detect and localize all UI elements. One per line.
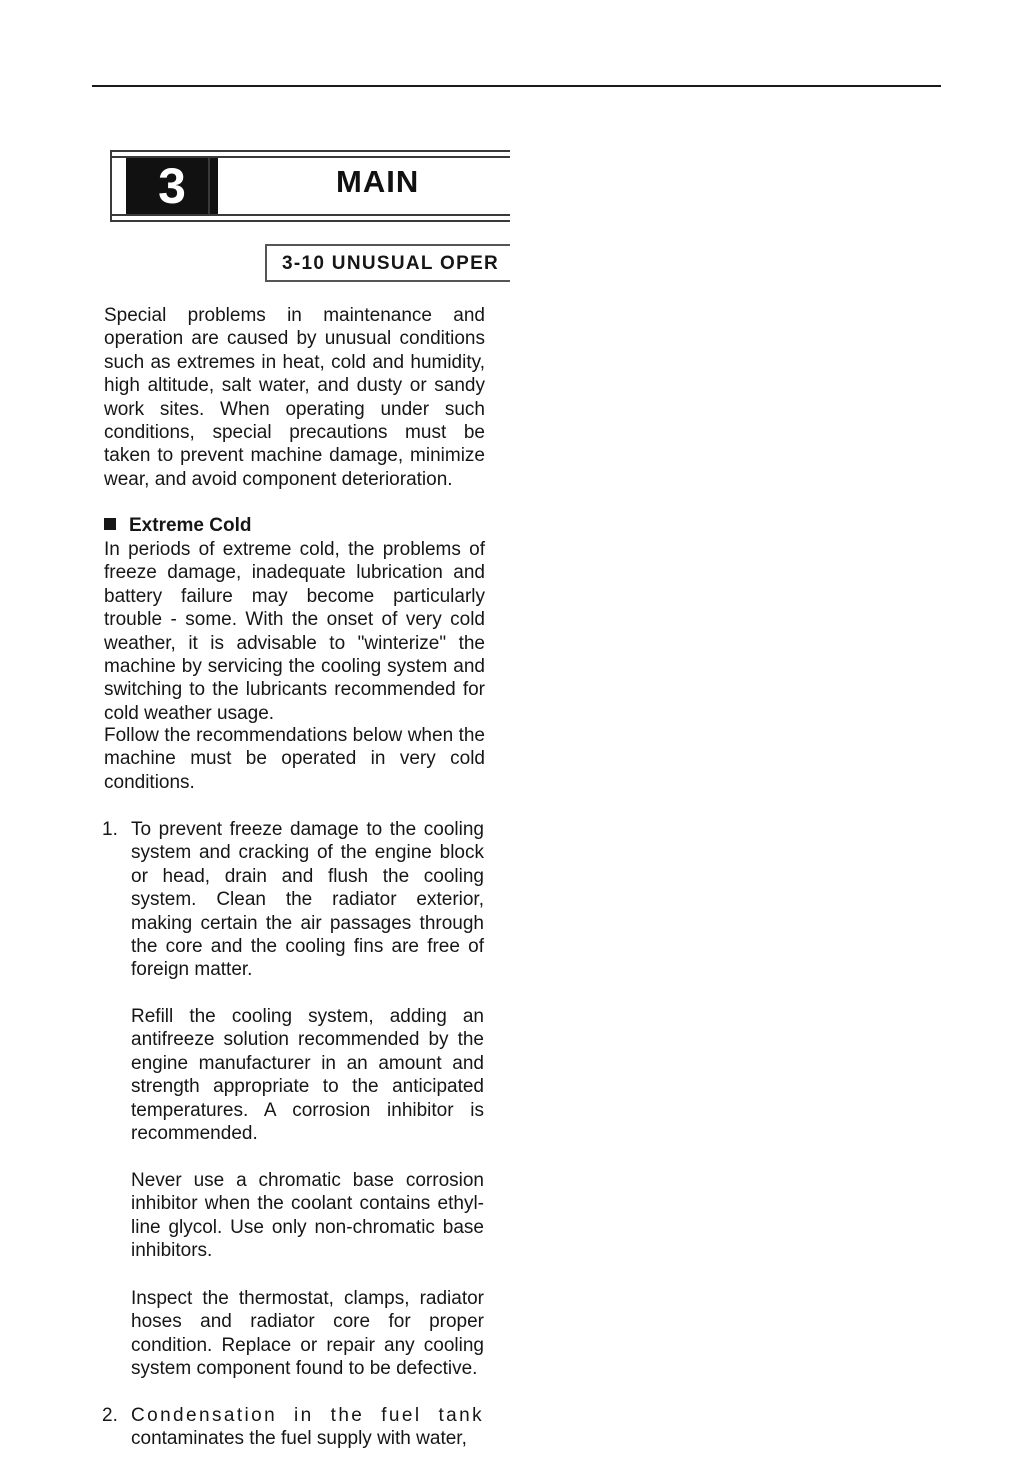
chapter-frame-line <box>110 150 510 152</box>
text-line: line glycol. Use only non-chromatic base <box>131 1216 484 1238</box>
text-line: To prevent freeze damage to the cooling <box>131 819 484 840</box>
text-line: taken to prevent machine damage, minimize <box>104 445 485 467</box>
text-line: foreign matter. <box>131 959 253 981</box>
list-number: 2. <box>102 1405 118 1426</box>
text-line: Refill the cooling system, adding an <box>131 1006 484 1027</box>
section-header <box>265 244 510 282</box>
text-line: recommended. <box>131 1123 258 1145</box>
list-number: 1. <box>102 819 118 840</box>
section-title: 3-10 UNUSUAL OPER <box>282 253 500 274</box>
text-line: cold weather usage. <box>104 702 275 724</box>
text-line: wear, and avoid component deterioration. <box>104 468 453 490</box>
text-line: engine manufacturer in an amount and <box>131 1052 484 1074</box>
text-line: system and cracking of the engine block <box>131 842 484 864</box>
extreme-cold-heading-text: Extreme Cold <box>129 515 252 536</box>
text-line: trouble - some. With the onset of very cold <box>104 609 485 631</box>
chapter-frame-line <box>110 214 510 216</box>
text-line: Condensation in the fuel tank <box>131 1405 484 1426</box>
text-line: condition. Replace or repair any cooling <box>131 1334 484 1356</box>
chapter-title: MAIN <box>336 164 420 199</box>
text-line: conditions, special precautions must be <box>104 422 485 444</box>
chapter-header <box>110 150 510 224</box>
text-line: strength appropriate to the anticipated <box>131 1076 484 1098</box>
chapter-number-badge <box>126 158 218 214</box>
text-line: inhibitor when the coolant contains ethyl- <box>131 1193 484 1215</box>
text-line: In periods of extreme cold, the problems of <box>104 539 485 560</box>
extreme-cold-heading <box>104 514 251 537</box>
text-line: switching to the lubricants recommended for <box>104 679 485 701</box>
list-item-paragraph <box>131 818 484 982</box>
chapter-number: 3 <box>158 158 186 214</box>
list-item-paragraph <box>131 1169 484 1263</box>
text-line: such as extremes in heat, cold and humidity, <box>104 351 485 373</box>
text-line: battery failure may become particularly <box>104 585 485 607</box>
text-line: the core and the cooling fins are free of <box>131 936 484 958</box>
text-line: high altitude, salt water, and dusty or sandy <box>104 375 485 397</box>
text-line: or head, drain and flush the cooling <box>131 865 484 887</box>
text-line: freeze damage, inadequate lubrication and <box>104 562 485 584</box>
header-rule <box>92 85 941 87</box>
follow-paragraph <box>104 724 485 794</box>
list-item-paragraph <box>131 1404 484 1451</box>
chapter-frame-cap <box>110 150 118 222</box>
text-line: hoses and radiator core for proper <box>131 1311 484 1333</box>
text-line: Never use a chromatic base corrosion <box>131 1170 484 1191</box>
text-line: antifreeze solution recommended by the <box>131 1029 484 1051</box>
square-bullet-icon <box>104 518 116 530</box>
text-line: operation are caused by unusual conditions <box>104 328 485 350</box>
extreme-cold-paragraph <box>104 538 485 725</box>
text-line: conditions. <box>104 771 195 793</box>
text-line: Special problems in maintenance and <box>104 305 485 326</box>
text-line: system component found to be defective. <box>131 1358 478 1380</box>
text-line: inhibitors. <box>131 1240 213 1262</box>
text-line: Follow the recommendations below when the <box>104 725 485 746</box>
text-line: machine must be operated in very cold <box>104 748 485 770</box>
text-line: Inspect the thermostat, clamps, radiator <box>131 1288 484 1309</box>
text-line: temperatures. A corrosion inhibitor is <box>131 1099 484 1121</box>
text-line: contaminates the fuel supply with water, <box>131 1428 467 1450</box>
chapter-frame-line <box>110 220 510 222</box>
text-line: machine by servicing the cooling system and <box>104 656 485 678</box>
text-line: making certain the air passages through <box>131 912 484 934</box>
text-line: weather, it is advisable to "winterize" the <box>104 632 485 654</box>
list-item-paragraph <box>131 1287 484 1381</box>
intro-paragraph <box>104 304 485 491</box>
list-item-paragraph <box>131 1005 484 1145</box>
text-line: work sites. When operating under such <box>104 398 485 420</box>
text-line: system. Clean the radiator exterior, <box>131 889 484 911</box>
